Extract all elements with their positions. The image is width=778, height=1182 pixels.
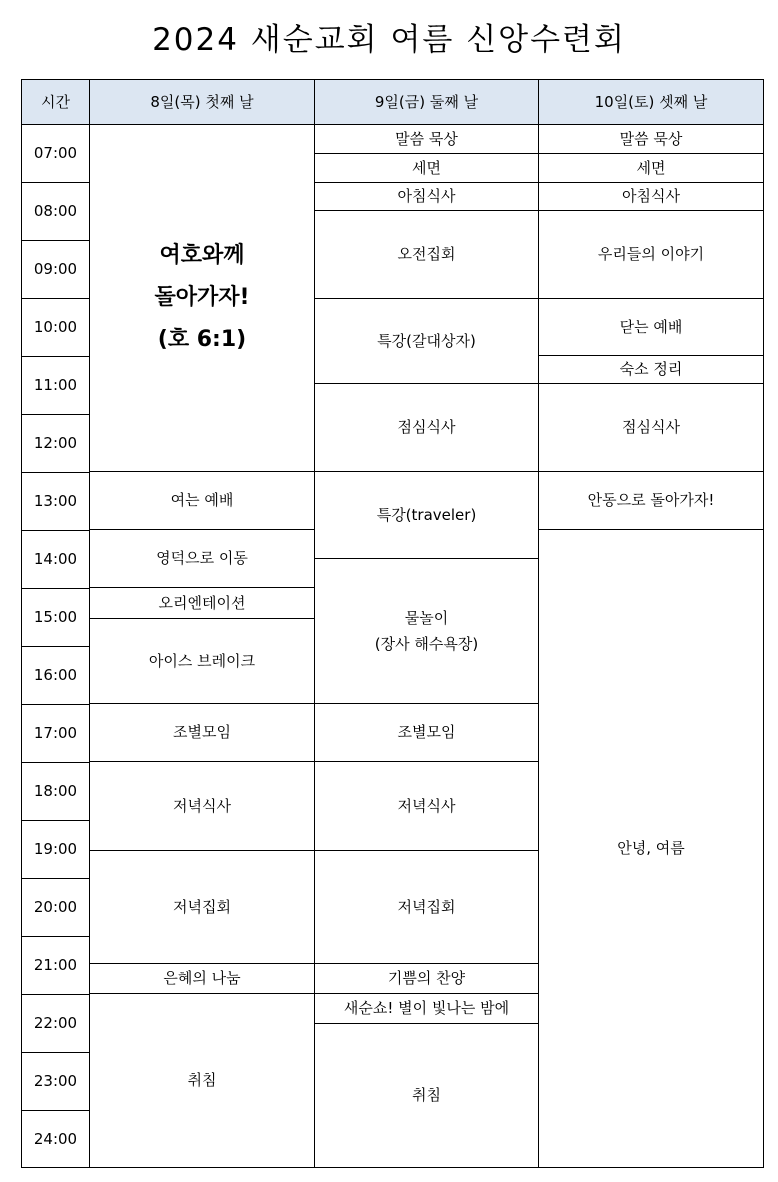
day3-closing-worship: 닫는 예배 — [538, 298, 764, 356]
time-cell: 11:00 — [21, 356, 90, 415]
header-day1: 8일(목) 첫째 날 — [89, 79, 315, 125]
day3-return: 안동으로 돌아가자! — [538, 471, 764, 530]
time-cell: 07:00 — [21, 124, 90, 183]
day2-lecture2: 특강(traveler) — [314, 471, 539, 559]
time-cell: 10:00 — [21, 298, 90, 357]
day1-evening-meeting: 저녁집회 — [89, 850, 315, 964]
day2-praise: 기쁨의 찬양 — [314, 963, 539, 994]
day3-breakfast: 아침식사 — [538, 182, 764, 211]
day3-bye: 안녕, 여름 — [538, 529, 764, 1168]
day2-breakfast: 아침식사 — [314, 182, 539, 211]
day2-wash: 세면 — [314, 153, 539, 183]
day1-ice-break: 아이스 브레이크 — [89, 618, 315, 704]
day2-water-play: 물놀이 (장사 해수욕장) — [314, 558, 539, 704]
day2-morning-meeting: 오전집회 — [314, 210, 539, 299]
day1-group: 조별모임 — [89, 703, 315, 762]
day1-theme: 여호와께 돌아가자! (호 6:1) — [89, 124, 315, 472]
time-cell: 24:00 — [21, 1110, 90, 1168]
day3-meditation: 말씀 묵상 — [538, 124, 764, 154]
header-time: 시간 — [21, 79, 90, 125]
day1-opening-worship: 여는 예배 — [89, 471, 315, 530]
day3-cleanup: 숙소 정리 — [538, 355, 764, 384]
page-title: 2024 새순교회 여름 신앙수련회 — [152, 22, 626, 58]
day3-our-story: 우리들의 이야기 — [538, 210, 764, 299]
day2-group: 조별모임 — [314, 703, 539, 762]
time-cell: 08:00 — [21, 182, 90, 241]
day2-show: 새순쇼! 별이 빛나는 밤에 — [314, 993, 539, 1024]
day1-orientation: 오리엔테이션 — [89, 587, 315, 619]
time-cell: 20:00 — [21, 878, 90, 937]
header-day2: 9일(금) 둘째 날 — [314, 79, 539, 125]
day1-sleep: 취침 — [89, 993, 315, 1168]
time-cell: 23:00 — [21, 1052, 90, 1111]
day2-evening-meeting: 저녁집회 — [314, 850, 539, 964]
time-cell: 19:00 — [21, 820, 90, 879]
day2-dinner: 저녁식사 — [314, 761, 539, 851]
time-cell: 21:00 — [21, 936, 90, 995]
day1-move: 영덕으로 이동 — [89, 529, 315, 588]
day1-dinner: 저녁식사 — [89, 761, 315, 851]
day2-lunch: 점심식사 — [314, 383, 539, 472]
day2-sleep: 취침 — [314, 1023, 539, 1168]
time-cell: 22:00 — [21, 994, 90, 1053]
time-cell: 14:00 — [21, 530, 90, 589]
time-cell: 13:00 — [21, 472, 90, 531]
time-cell: 12:00 — [21, 414, 90, 473]
day1-sharing: 은혜의 나눔 — [89, 963, 315, 994]
day2-meditation: 말씀 묵상 — [314, 124, 539, 154]
time-cell: 15:00 — [21, 588, 90, 647]
day3-lunch: 점심식사 — [538, 383, 764, 472]
day3-wash: 세면 — [538, 153, 764, 183]
time-cell: 09:00 — [21, 240, 90, 299]
day2-lecture1: 특강(갈대상자) — [314, 298, 539, 384]
time-cell: 18:00 — [21, 762, 90, 821]
time-cell: 17:00 — [21, 704, 90, 763]
header-day3: 10일(토) 셋째 날 — [538, 79, 764, 125]
time-cell: 16:00 — [21, 646, 90, 705]
